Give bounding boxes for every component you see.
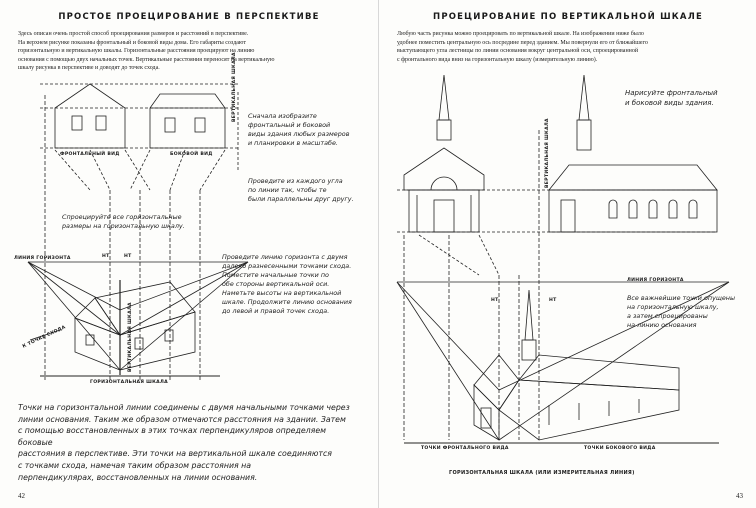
bottom-line: линии основания. Таким же образом отмечаются расстояния на здании. Затем bbox=[18, 414, 346, 424]
perspective-side-wall bbox=[499, 380, 679, 440]
note-line: шкале. Продолжите линию основания bbox=[222, 298, 352, 306]
intro-line: Здесь описан очень простой способ проецирования размеров и расстояний в перспективе. bbox=[18, 31, 249, 37]
right-vertical-scale-label: ВЕРТИКАЛЬНАЯ ШКАЛА bbox=[545, 118, 550, 188]
right-ht-label: НТ bbox=[549, 298, 557, 303]
note-line: были параллельны друг другу. bbox=[248, 195, 354, 203]
side-view-house bbox=[150, 94, 225, 148]
note-line: Все важнейшие точки опущены bbox=[627, 294, 736, 302]
horizontal-scale-label: ГОРИЗОНТАЛЬНАЯ ШКАЛА bbox=[90, 380, 168, 385]
note-line: обе стороны вертикальной оси. bbox=[222, 280, 330, 288]
perspective-front-gable bbox=[474, 355, 519, 410]
note-line: Проведите линию горизонта с двумя bbox=[222, 253, 348, 261]
side-view-roof bbox=[549, 165, 717, 190]
vertical-scale-label: ВЕРТИКАЛЬНАЯ ШКАЛА bbox=[232, 52, 237, 122]
note-project-horizontal bbox=[62, 213, 185, 231]
side-steeple bbox=[579, 75, 589, 120]
right-ht-label: НТ bbox=[491, 298, 499, 303]
perspective-steeple bbox=[525, 290, 533, 340]
side-view-body bbox=[549, 190, 717, 232]
front-steeple bbox=[439, 75, 449, 120]
side-points-label: ТОЧКИ БОКОВОГО ВИДА bbox=[584, 446, 656, 451]
right-horizontal-scale-label: ГОРИЗОНТАЛЬНАЯ ШКАЛА (ИЛИ ИЗМЕРИТЕЛЬНАЯ ЛИНИЯ) bbox=[449, 470, 635, 476]
note-project-points bbox=[627, 294, 735, 330]
intro-line: основания с помощью двух начальных точек. Вертикальные расстояния переносят на вертикальную bbox=[18, 56, 275, 63]
side-view-label: БОКОВОЙ ВИД bbox=[170, 152, 213, 157]
note-line: до левой и правой точек схода. bbox=[222, 307, 330, 315]
bottom-line: с точками схода, намечая таким образом расстояния на bbox=[18, 460, 252, 470]
front-points-label: ТОЧКИ ФРОНТАЛЬНОГО ВИДА bbox=[421, 446, 509, 451]
note-line: Наметьте высоты на вертикальной bbox=[222, 289, 342, 297]
left-page-title: ПРОСТОЕ ПРОЕЦИРОВАНИЕ В ПЕРСПЕКТИВЕ bbox=[58, 12, 320, 22]
intro-line: шкалу рисунка в перспективе и доводят до точек схода. bbox=[18, 65, 160, 72]
bottom-line: с помощью восстановленных в этих точках перпендикуляров определяем боковые bbox=[18, 426, 327, 447]
note-line: Нарисуйте фронтальный bbox=[625, 89, 718, 97]
note-line: и планировки в масштабе. bbox=[248, 139, 338, 147]
intro-line: выступающего угла лестницы по линии основания вокруг центральной оси, спроецированной bbox=[397, 48, 639, 55]
bottom-line: перпендикулярах, восстановленных на линии основания. bbox=[18, 472, 258, 482]
page-number-right: 43 bbox=[736, 492, 743, 500]
note-line: далеко разнесенными точками схода. bbox=[222, 262, 352, 270]
page-number-left: 42 bbox=[18, 492, 25, 500]
note-line: Проведите из каждого угла bbox=[248, 177, 343, 185]
bottom-line: расстояния в перспективе. Эти точки на вертикальной шкале соединяются bbox=[18, 449, 332, 459]
front-view-house bbox=[55, 84, 125, 148]
vertical-scale-label-2: ВЕРТИКАЛЬНАЯ ШКАЛА bbox=[128, 302, 133, 372]
note-line: на горизонтальную шкалу, bbox=[627, 303, 719, 311]
intro-line: Любую часть рисунка можно проецировать по вертикальной шкале. На изображении ниже было bbox=[397, 31, 644, 37]
note-draw-lines bbox=[248, 177, 354, 204]
intro-line: На верхнем рисунке показаны фронтальный и боковой виды дома. Его габариты создают bbox=[18, 39, 246, 46]
note-draw-church-views bbox=[625, 88, 718, 108]
note-draw-views bbox=[248, 112, 349, 148]
note-line: фронтальный и боковой bbox=[248, 121, 331, 129]
right-page-title: ПРОЕЦИРОВАНИЕ ПО ВЕРТИКАЛЬНОЙ ШКАЛЕ bbox=[433, 12, 703, 22]
front-window bbox=[96, 116, 106, 130]
front-window bbox=[72, 116, 82, 130]
horizon-line-label: ЛИНИЯ ГОРИЗОНТА bbox=[14, 256, 71, 261]
left-bottom-text bbox=[18, 402, 363, 483]
intro-line: горизонтальную и вертикальную шкалы. Горизонтальные расстояния проецируют на линию bbox=[18, 48, 255, 55]
note-horizon bbox=[222, 253, 352, 316]
front-view-roof bbox=[404, 148, 484, 190]
note-line: виды здания любых размеров bbox=[248, 130, 350, 138]
right-church-diagram bbox=[379, 0, 756, 508]
note-line: на линию основания bbox=[627, 321, 697, 329]
note-line: Сначала изобразите bbox=[248, 112, 317, 120]
to-vanishing-point-label: К ТОЧКЕ СХОДА bbox=[22, 325, 67, 350]
intro-line: удобнее поместить центральную ось посредине перед зданием. Мы повернули его от ближайшего bbox=[397, 39, 648, 46]
ht-label: НТ bbox=[102, 254, 110, 259]
right-page bbox=[378, 0, 756, 508]
right-horizon-label: ЛИНИЯ ГОРИЗОНТА bbox=[627, 278, 684, 283]
note-line: по линии так, чтобы те bbox=[248, 186, 327, 194]
intro-line: с фронтального вида вниз на горизонтальную шкалу (измерительную линию). bbox=[397, 56, 598, 63]
note-line: размеры на горизонтальную шкалу. bbox=[62, 222, 185, 230]
front-view-label: ФРОНТАЛЬНЫЙ ВИД bbox=[60, 152, 120, 157]
ht-label: НТ bbox=[124, 254, 132, 259]
front-view-body bbox=[409, 190, 479, 232]
bottom-line: Точки на горизонтальной линии соединены с двумя начальными точками через bbox=[18, 403, 350, 412]
note-line: Спроецируйте все горизонтальные bbox=[62, 213, 182, 221]
note-line: а затем спроецированы bbox=[627, 312, 708, 320]
note-line: Поместите начальные точки по bbox=[222, 271, 329, 279]
note-line: и боковой виды здания. bbox=[625, 99, 714, 107]
